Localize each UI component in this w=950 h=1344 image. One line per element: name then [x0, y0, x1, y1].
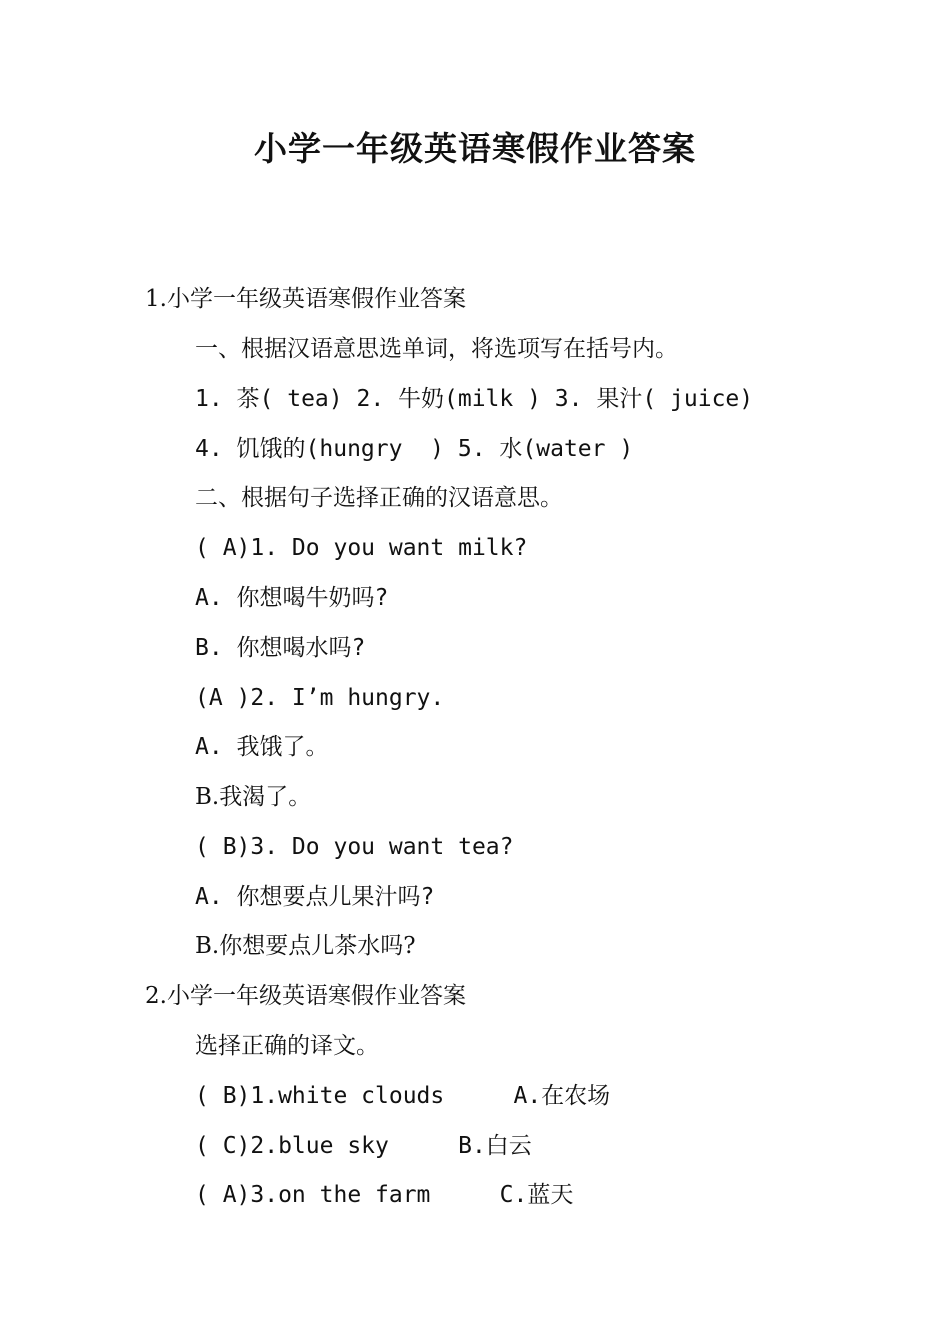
- question-1-option-b: B. 你想喝水吗?: [195, 635, 366, 661]
- question-3: ( B)3. Do you want tea?: [195, 834, 514, 860]
- match-item-3: ( A)3.on the farm C.蓝天: [195, 1182, 574, 1208]
- question-1-option-a: A. 你想喝牛奶吗?: [195, 585, 389, 611]
- match-item-2: ( C)2.blue sky B.白云: [195, 1133, 532, 1159]
- question-2-option-b: B.我渴了。: [195, 784, 312, 810]
- question-2-option-a: A. 我饿了。: [195, 734, 329, 760]
- part-1-instruction: 一、根据汉语意思选单词，将选项写在括号内。: [195, 336, 678, 362]
- document-title: 小学一年级英语寒假作业答案: [254, 129, 696, 168]
- question-1: ( A)1. Do you want milk?: [195, 535, 528, 561]
- match-item-1: ( B)1.white clouds A.在农场: [195, 1083, 611, 1109]
- question-2: (A )2. I’m hungry.: [195, 685, 445, 711]
- question-3-option-b: B.你想要点儿茶水吗?: [195, 933, 416, 959]
- part-1-answers-line-2: 4. 饥饿的(hungry ) 5. 水(water ): [195, 436, 634, 462]
- part-2-instruction: 二、根据句子选择正确的汉语意思。: [195, 485, 563, 511]
- section-2-heading: 2.小学一年级英语寒假作业答案: [145, 983, 466, 1009]
- section-1-heading: 1.小学一年级英语寒假作业答案: [145, 286, 466, 312]
- section-2-instruction: 选择正确的译文。: [195, 1033, 379, 1059]
- question-3-option-a: A. 你想要点儿果汁吗?: [195, 884, 435, 910]
- part-1-answers-line-1: 1. 茶( tea) 2. 牛奶(milk ) 3. 果汁( juice): [195, 386, 754, 412]
